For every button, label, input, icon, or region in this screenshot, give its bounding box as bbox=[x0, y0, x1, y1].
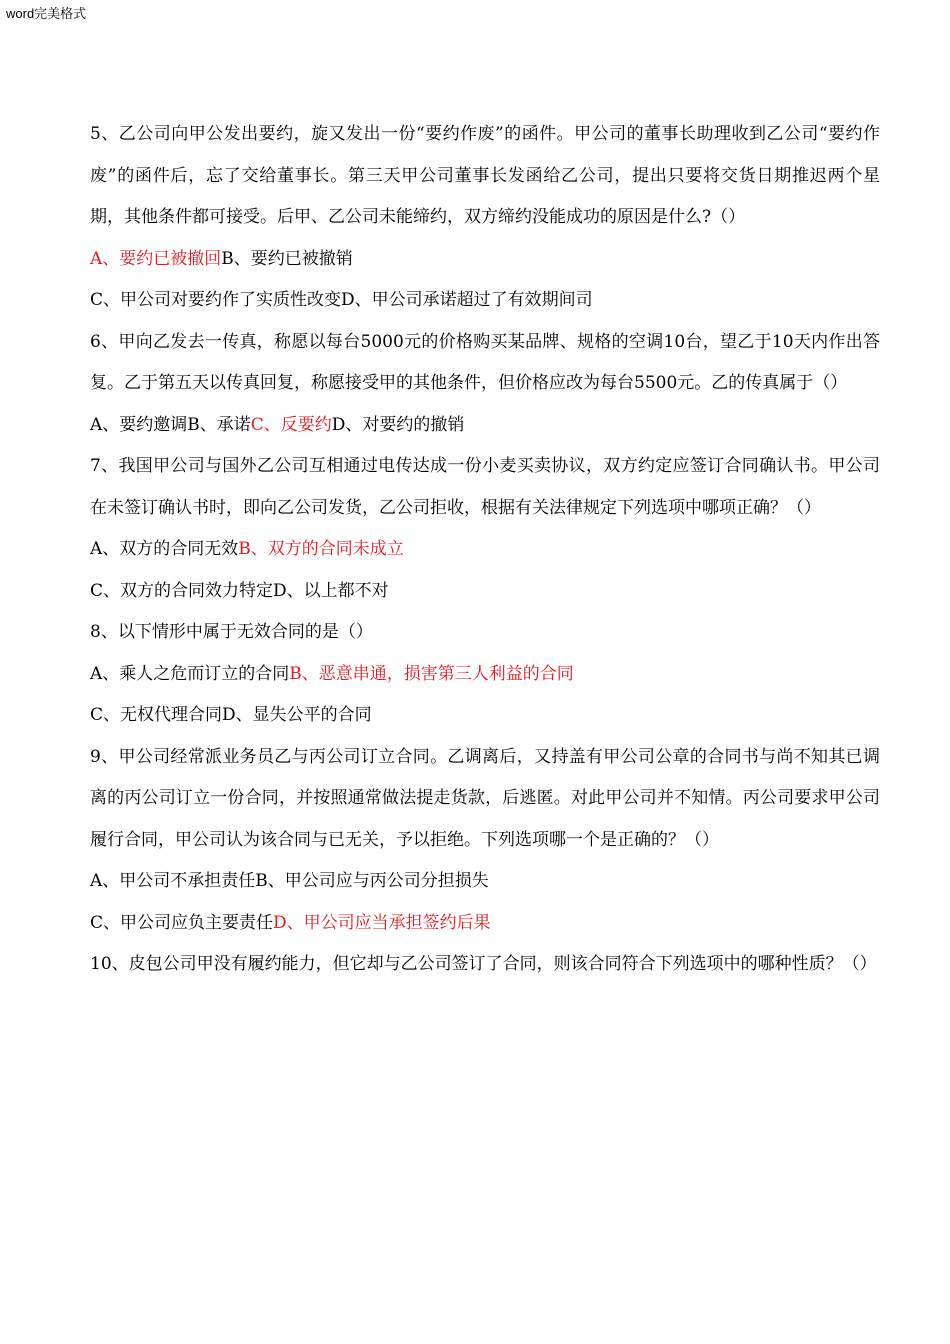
option: C、双方的合同效力特定 bbox=[90, 580, 274, 601]
option-line bbox=[90, 695, 880, 737]
option: D、对要约的撤销 bbox=[331, 414, 465, 435]
option-line bbox=[90, 239, 880, 281]
option-line bbox=[90, 903, 880, 945]
option-line bbox=[90, 571, 880, 613]
option-line bbox=[90, 280, 880, 322]
answer-option: C、反要约 bbox=[250, 414, 332, 435]
option-line bbox=[90, 861, 880, 903]
option: B、甲公司应与丙公司分担损失 bbox=[255, 871, 489, 891]
option: D、甲公司承诺超过了有效期间司 bbox=[341, 290, 593, 310]
option: A、乘人之危而订立的合同 bbox=[90, 663, 290, 684]
option: C、甲公司对要约作了实质性改变 bbox=[90, 290, 342, 310]
answer-option: A、要约已被撤回 bbox=[90, 248, 222, 269]
question-stem: 9、甲公司经常派业务员乙与丙公司订立合同。乙调离后，又持盖有甲公司公章的合同书与尚不知其已调离的丙公司订立一份合同，并按照通常做法提走货款，后逃匿。对此甲公司并不知情。丙公司要求甲公司履行合同，甲公司认为该合同与已无关，予以拒绝。下列选项哪一个是正确的？（） bbox=[90, 746, 880, 850]
option: A、甲公司不承担责任 bbox=[90, 871, 256, 891]
option: A、要约邀调 bbox=[90, 414, 188, 435]
question-stem: 8、以下情形中属于无效合同的是（） bbox=[90, 622, 373, 642]
answer-option: B、双方的合同未成立 bbox=[238, 539, 404, 559]
question-stem: 10、皮包公司甲没有履约能力，但它却与乙公司签订了合同，则该合同符合下列选项中的哪种性质？（） bbox=[90, 954, 877, 974]
option: C、甲公司应负主要责任 bbox=[90, 912, 274, 933]
option-line bbox=[90, 405, 880, 447]
document-body bbox=[90, 114, 880, 986]
option: A、双方的合同无效 bbox=[90, 539, 239, 559]
option-line bbox=[90, 529, 880, 571]
answer-option: B、恶意串通，损害第三人利益的合同 bbox=[289, 663, 574, 684]
answer-option: D、甲公司应当承担签约后果 bbox=[273, 912, 491, 933]
option: B、承诺 bbox=[187, 414, 251, 435]
option: D、以上都不对 bbox=[273, 580, 389, 601]
option-line bbox=[90, 654, 880, 696]
option: B、要约已被撤销 bbox=[221, 248, 353, 269]
question-stem: 5、乙公司向甲公发出要约，旋又发出一份“要约作废”的函件。甲公司的董事长助理收到乙公司“要约作废”的函件后，忘了交给董事长。第三天甲公司董事长发函给乙公司，提出只要将交货日期推迟两个星期，其他条件都可接受。后甲、乙公司未能缔约，双方缔约没能成功的原因是什么?（） bbox=[90, 124, 880, 227]
question-stem: 7、我国甲公司与国外乙公司互相通过电传达成一份小麦买卖协议，双方约定应签订合同确认书。甲公司在未签订确认书时，即向乙公司发货，乙公司拒收，根据有关法律规定下列选项中哪项正确？（） bbox=[90, 456, 880, 518]
header-tag: word完美格式 bbox=[6, 6, 87, 21]
option: D、显失公平的合同 bbox=[222, 705, 372, 725]
option: C、无权代理合同 bbox=[90, 705, 223, 725]
question-stem: 6、甲向乙发去一传真，称愿以每台5000元的价格购买某品牌、规格的空调10台，望乙于10天内作出答复。乙于第五天以传真回复，称愿接受甲的其他条件，但价格应改为每台5500元。乙的传真属于（） bbox=[90, 331, 880, 393]
